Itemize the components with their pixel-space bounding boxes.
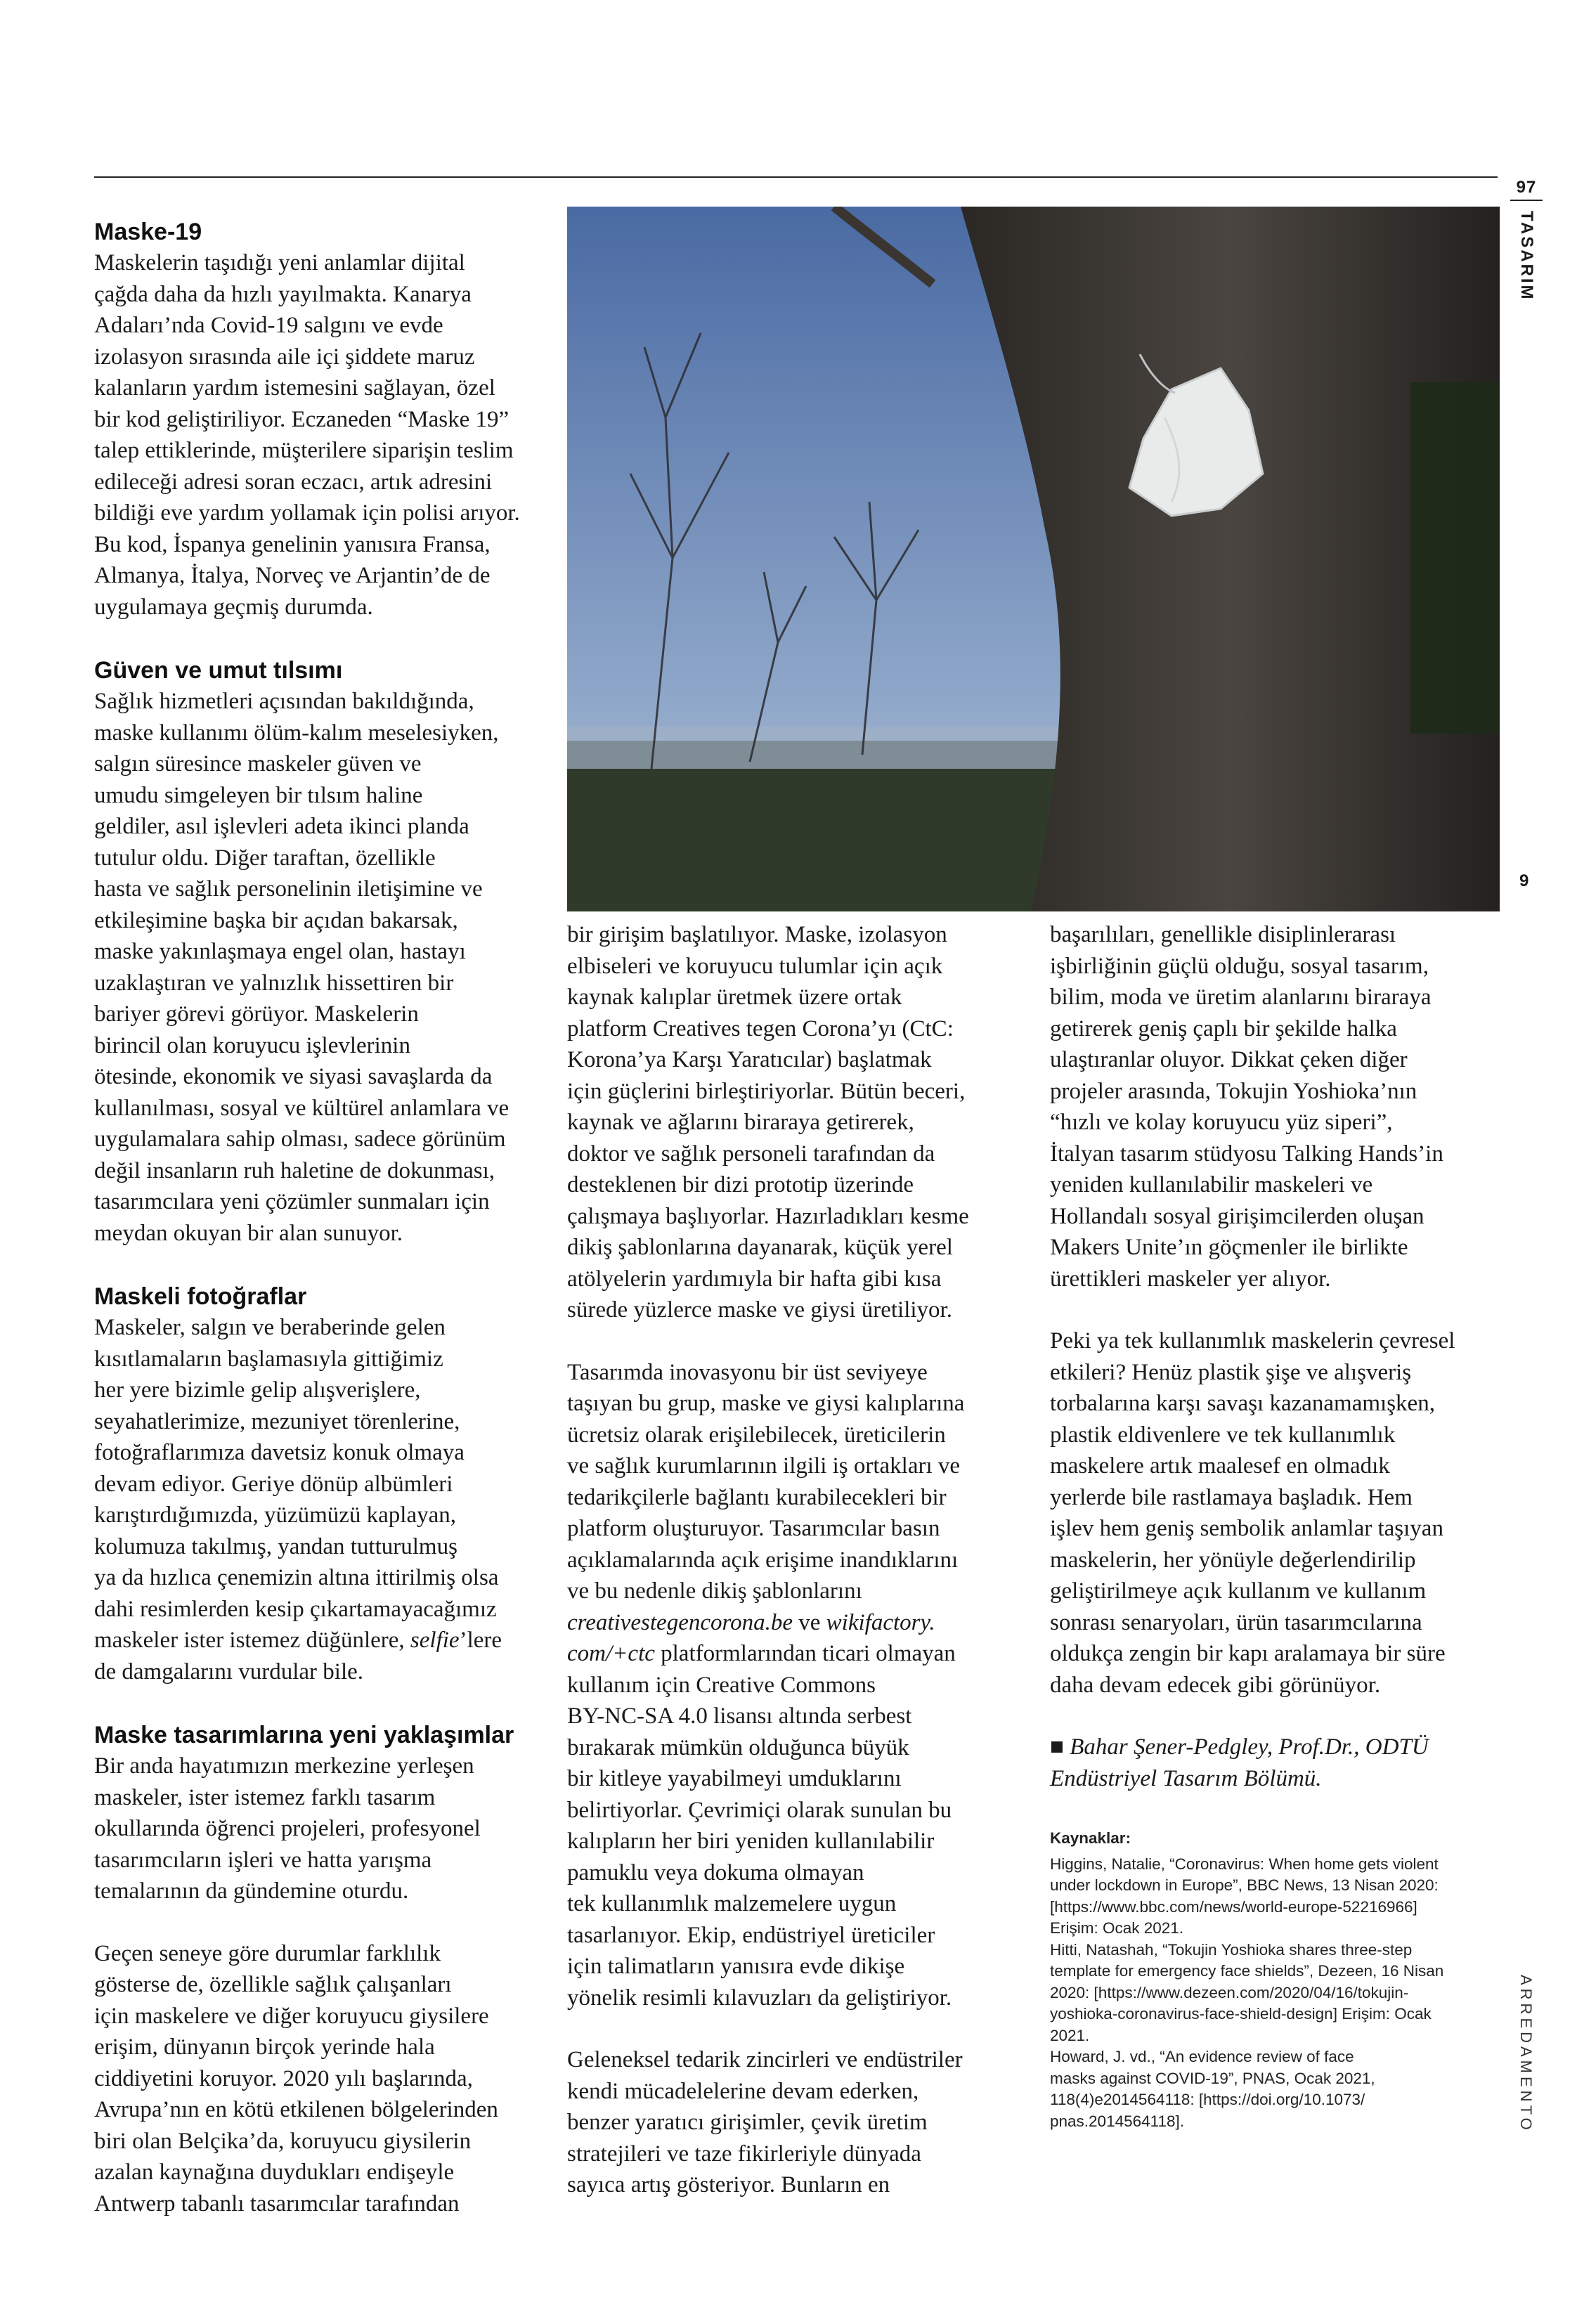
- text-line: temalarının da gündemine oturdu.: [94, 1878, 409, 1904]
- text-line: etkileri? Henüz plastik şişe ve alışveriş: [1050, 1359, 1412, 1385]
- text-line: uygulamaya geçmiş durumda.: [94, 594, 373, 620]
- text-line: için maskelere ve diğer koruyucu giysilere: [94, 2003, 489, 2029]
- author-credit: [1050, 1732, 1500, 1794]
- text-line: tasarımcıların işleri ve hatta yarışma: [94, 1847, 432, 1873]
- text-line: platform Creatives tegen Corona’yı (CtC:: [567, 1015, 954, 1041]
- text-line: bir kitleye yayabilmeyi umduklarını: [567, 1766, 902, 1791]
- text-line: edileceği adresi soran eczacı, artık adresini: [94, 469, 493, 495]
- paragraph-gecen-sene: [94, 1938, 544, 2220]
- text-line: çağda daha da hızlı yayılmakta. Kanarya: [94, 281, 472, 307]
- paragraph-yeni-yaklasimlar: [94, 1751, 544, 1907]
- text-line: atölyelerin yardımıyla bir hafta gibi kısa: [567, 1266, 942, 1292]
- text-line: bilim, moda ve üretim alanlarını biraraya: [1050, 985, 1432, 1010]
- text-line: desteklenen bir dizi prototip üzerinde: [567, 1172, 914, 1197]
- text-line: Avrupa’nın en kötü etkilenen bölgelerinden: [94, 2097, 498, 2122]
- text-line: geliştirilmeye açık kullanım ve kullanım: [1050, 1578, 1427, 1604]
- text-line: uzaklaştıran ve yalnızlık hissettiren bir: [94, 970, 454, 996]
- text-line: dahi resimlerden kesip çıkartamayacağımız: [94, 1596, 497, 1622]
- section-title-yeni-yaklasimlar: Maske tasarımlarına yeni yaklaşımlar: [94, 1722, 514, 1748]
- author-affiliation: Endüstriyel Tasarım Bölümü.: [1050, 1765, 1322, 1791]
- text-line: salgın süresince maskeler güven ve: [94, 751, 422, 777]
- reference-line: template for emergency face shields”, Dezeen, 16 Nisan: [1050, 1962, 1444, 1980]
- selfie-italic: selfie: [410, 1628, 460, 1653]
- text-line: başarılıları, genellikle disiplinlerarası: [1050, 922, 1396, 947]
- text-line: değil insanların ruh haletine de dokunması,: [94, 1157, 495, 1183]
- text-line: Peki ya tek kullanımlık maskelerin çevresel: [1050, 1328, 1455, 1353]
- text-line: işbirliğinin güçlü olduğu, sosyal tasarım,: [1050, 953, 1429, 979]
- text-line: ücretsiz olarak erişilebilecek, üreticilerin: [567, 1422, 946, 1448]
- text-line: ürettikleri maskeler yer alıyor.: [1050, 1266, 1331, 1292]
- text-line: pamuklu veya dokuma olmayan: [567, 1859, 864, 1885]
- text-line: oldukça zengin bir kapı aralamaya bir süre: [1050, 1641, 1446, 1666]
- text-line: maske kullanımı ölüm-kalım meselesiyken,: [94, 720, 499, 746]
- text-line: Makers Unite’ın göçmenler ile birlikte: [1050, 1235, 1408, 1260]
- text-line: tasarımcılara yeni çözümler sunmaları için: [94, 1189, 490, 1214]
- text-line: maskeler, ister istemez farklı tasarım: [94, 1784, 436, 1810]
- text-line: Maskelerin taşıdığı yeni anlamlar dijital: [94, 250, 465, 275]
- text-line: ya da hızlıca çenemizin altına ittirilmiş olsa: [94, 1565, 499, 1590]
- text-line: kolumuza takılmış, yandan tutturulmuş: [94, 1533, 457, 1559]
- reference-line: Howard, J. vd., “An evidence review of face: [1050, 2048, 1354, 2065]
- photo-illustration: [567, 207, 1500, 911]
- text-line: Almanya, İtalya, Norveç ve Arjantin’de de: [94, 563, 491, 588]
- text-span: platformlarından ticari olmayan: [654, 1641, 956, 1666]
- text-line: ve sağlık kurumlarının ilgili iş ortakları ve: [567, 1453, 961, 1479]
- text-line: benzer yaratıcı girişimler, çevik üretim: [567, 2110, 928, 2135]
- text-line: Korona’ya Karşı Yaratıcılar) başlatmak: [567, 1047, 932, 1072]
- text-line: taşıyan bu grup, maske ve giysi kalıplarına: [567, 1391, 965, 1416]
- text-line: doktor ve sağlık personeli tarafından da: [567, 1141, 935, 1167]
- text-line: sonrası senaryoları, ürün tasarımcılarına: [1050, 1609, 1422, 1635]
- text-line: için talimatların yanısıra evde dikişe: [567, 1954, 905, 1979]
- text-line: sürede yüzlerce maske ve giysi üretiliyor.: [567, 1297, 952, 1323]
- text-line: tek kullanımlık malzemelere uygun: [567, 1891, 897, 1916]
- references-title: Kaynaklar:: [1050, 1829, 1131, 1847]
- text-line: plastik eldivenlere ve tek kullanımlık: [1050, 1422, 1396, 1448]
- text-span: ’lere: [459, 1628, 502, 1653]
- paragraph-guven-ve-umut: [94, 686, 544, 1249]
- section-title-maskeli-fotograflar: Maskeli fotoğraflar: [94, 1283, 307, 1310]
- text-line: açıklamalarında açık erişime inandıklarını: [567, 1547, 959, 1573]
- text-line: dikiş şablonlarına dayanarak, küçük yerel: [567, 1235, 953, 1260]
- text-line: azalan kaynağına duydukları endişeyle: [94, 2160, 455, 2185]
- text-line: maskelerin, her yönüyle değerlendirilip: [1050, 1547, 1416, 1573]
- text-line: maske yakınlaşmaya engel olan, hastayı: [94, 939, 466, 964]
- text-line: Geleneksel tedarik zincirleri ve endüstriler: [567, 2047, 963, 2072]
- text-line: seyahatlerimize, mezuniyet törenlerine,: [94, 1408, 460, 1434]
- paragraph-maskeli-fotograflar: [94, 1312, 544, 1687]
- text-line: etkileşimine başka bir açıdan bakarsak,: [94, 907, 458, 933]
- section-title-maske-19: Maske-19: [94, 219, 202, 245]
- text-line: kullanım için Creative Commons: [567, 1672, 876, 1698]
- top-rule: [94, 176, 1498, 178]
- text-line: ve bu nedenle dikiş şablonlarını: [567, 1578, 862, 1604]
- text-line: [94, 1625, 544, 1656]
- text-line: tedarikçilerle bağlantı kurabilecekleri bir: [567, 1484, 947, 1510]
- link-wikifactory[interactable]: wikifactory.: [826, 1609, 935, 1635]
- text-line: Bir anda hayatımızın merkezine yerleşen: [94, 1753, 474, 1779]
- column-2: [567, 919, 1017, 2201]
- reference-line: under lockdown in Europe”, BBC News, 13 Nisan 2020:: [1050, 1876, 1439, 1894]
- text-line: platform oluşturuyor. Tasarımcılar basın: [567, 1516, 940, 1541]
- column-1: [94, 216, 544, 2219]
- text-line: elbiseleri ve koruyucu tulumlar için açık: [567, 953, 943, 979]
- text-line: Antwerp tabanlı tasarımcılar tarafından: [94, 2190, 460, 2216]
- paragraph-basarililari: [1050, 919, 1500, 1294]
- text-line: bir kod geliştiriliyor. Eczaneden “Maske 19”: [94, 406, 510, 432]
- text-line: kullanılması, sosyal ve kültürel anlamlara ve: [94, 1095, 510, 1121]
- text-line: İtalyan tasarım stüdyosu Talking Hands’in: [1050, 1141, 1443, 1167]
- text-line: erişim, dünyanın birçok yerinde hala: [94, 2034, 435, 2060]
- text-line: karıştırdığımızda, yüzümüzü kaplayan,: [94, 1502, 457, 1528]
- reference-link[interactable]: yoshioka-coronavirus-face-shield-design] Erişim: Ocak: [1050, 2005, 1432, 2023]
- reference-link[interactable]: 118(4)e2014564118: [https://doi.org/10.1073/: [1050, 2091, 1365, 2108]
- text-line: kısıtlamaların başlamasıyla gittiğimiz: [94, 1346, 443, 1372]
- text-span: ve: [793, 1609, 826, 1635]
- paragraph-ctc: [567, 919, 1017, 1326]
- text-line: için güçlerini birleştiriyorlar. Bütün beceri,: [567, 1078, 966, 1104]
- text-line: Sağlık hizmetleri açısından bakıldığında,: [94, 689, 474, 714]
- text-line: maskelere artık maalesef en olmadık: [1050, 1453, 1390, 1479]
- text-line: işlev hem geniş sembolik anlamlar taşıyan: [1050, 1516, 1443, 1541]
- paragraph-cevresel-etki: [1050, 1325, 1500, 1701]
- text-line: bariyer görevi görüyor. Maskelerin: [94, 1001, 419, 1027]
- reference-line: Erişim: Ocak 2021.: [1050, 1919, 1184, 1937]
- reference-line: Hitti, Natashah, “Tokujin Yoshioka shares three-step: [1050, 1940, 1413, 1959]
- text-line: projeler arasında, Tokujin Yoshioka’nın: [1050, 1078, 1417, 1104]
- text-line: kaynak ve ağlarını biraraya getirerek,: [567, 1110, 914, 1135]
- references: [1050, 1828, 1500, 2132]
- text-line: belirtiyorlar. Çevrimiçi olarak sunulan bu: [567, 1797, 952, 1823]
- text-line: Bu kod, İspanya genelinin yanısıra Fransa,: [94, 531, 491, 557]
- reference-link[interactable]: 2020: [https://www.dezeen.com/2020/04/16/tokujin-: [1050, 1983, 1409, 2001]
- text-line: getirerek geniş çaplı bir şekilde halka: [1050, 1015, 1397, 1041]
- text-line: fotoğraflarımıza davetsiz konuk olmaya: [94, 1440, 465, 1465]
- paragraph-inovasyon: [567, 1357, 1017, 2014]
- text-line: Hollandalı sosyal girişimcilerden oluşan: [1050, 1203, 1425, 1229]
- text-line: sayıca artış gösteriyor. Bunların en: [567, 2172, 890, 2198]
- text-line: kalıpların her biri yeniden kullanılabilir: [567, 1829, 935, 1854]
- reference-line: masks against COVID-19”, PNAS, Ocak 2021,: [1050, 2069, 1375, 2087]
- text-line: “hızlı ve kolay koruyucu yüz siperi”,: [1050, 1110, 1393, 1135]
- reference-link[interactable]: pnas.2014564118].: [1050, 2112, 1185, 2130]
- text-line: uygulamalara sahip olması, sadece görünüm: [94, 1127, 506, 1152]
- text-line: yeniden kullanılabilir maskeleri ve: [1050, 1172, 1373, 1197]
- text-line: Tasarımda inovasyonu bir üst seviyeye: [567, 1359, 928, 1385]
- section-label: TASARIM: [1517, 211, 1536, 301]
- text-line: daha devam edecek gibi görünüyor.: [1050, 1672, 1381, 1698]
- text-line: ciddiyetini koruyor. 2020 yılı başlarında,: [94, 2065, 473, 2091]
- paragraph-maske-19: [94, 247, 544, 623]
- reference-line: 2021.: [1050, 2026, 1090, 2044]
- text-line: çalışmaya başlıyorlar. Hazırladıkları kesme: [567, 1203, 969, 1229]
- text-line: meydan okuyan bir alan sunuyor.: [94, 1220, 403, 1246]
- brand-label: ARREDAMENTO: [1517, 1975, 1535, 2134]
- text-line: bırakarak mümkün olduğunca büyük: [567, 1734, 909, 1760]
- text-line: gösterse de, özellikle sağlık çalışanları: [94, 1972, 452, 1997]
- text-line: her yere bizimle gelip alışverişlere,: [94, 1377, 421, 1403]
- section-title-guven-ve-umut: Güven ve umut tılsımı: [94, 657, 343, 684]
- paragraph-geleneksel: [567, 2044, 1017, 2201]
- text-span: maskeler ister istemez düğünlere,: [94, 1628, 410, 1653]
- text-line: biri olan Belçika’da, koruyucu giysilerin: [94, 2128, 472, 2154]
- reference-link[interactable]: [https://www.bbc.com/news/world-europe-52216966]: [1050, 1897, 1417, 1916]
- text-line: hasta ve sağlık personelinin iletişimine ve: [94, 876, 483, 902]
- text-line: yerlerde bile rastlamaya başladık. Hem: [1050, 1484, 1413, 1510]
- text-line: bir girişim başlatılıyor. Maske, izolasyon: [567, 922, 947, 947]
- link-wikifactory-ctc[interactable]: com/+ctc: [567, 1641, 655, 1666]
- text-line: kaynak kalıplar üretmek üzere ortak: [567, 985, 902, 1010]
- link-creativestegencorona[interactable]: creativestegencorona.be: [567, 1609, 793, 1635]
- text-line: Maskeler, salgın ve beraberinde gelen: [94, 1315, 446, 1340]
- side-number: 9: [1519, 871, 1529, 890]
- text-line: Geçen seneye göre durumlar farklılık: [94, 1940, 441, 1966]
- text-line: bildiği eve yardım yollamak için polisi arıyor.: [94, 500, 520, 526]
- text-line: kendi mücadelelerine devam ederken,: [567, 2078, 919, 2104]
- text-line: de damgalarını vurdular bile.: [94, 1658, 364, 1684]
- reference-line: Higgins, Natalie, “Coronavirus: When home gets violent: [1050, 1855, 1439, 1873]
- text-line: Adaları’nda Covid-19 salgını ve evde: [94, 313, 443, 338]
- text-line: geldiler, asıl işlevleri adeta ikinci planda: [94, 814, 469, 839]
- text-line: ulaştıranlar oluyor. Dikkat çeken diğer: [1050, 1047, 1408, 1072]
- text-line: kalanların yardım istemesini sağlayan, özel: [94, 375, 495, 401]
- text-line: tutulur oldu. Diğer taraftan, özellikle: [94, 845, 436, 871]
- text-line: stratejileri ve taze fikirleriyle dünyada: [567, 2141, 921, 2167]
- text-line: tasarlanıyor. Ekip, endüstriyel üreticiler: [567, 1922, 935, 1948]
- square-bullet-icon: ■: [1050, 1734, 1064, 1760]
- text-line: yönelik resimli kılavuzları da geliştiriyor.: [567, 1985, 952, 2011]
- author-name: Bahar Şener-Pedgley, Prof.Dr., ODTÜ: [1070, 1734, 1429, 1760]
- column-3: [1050, 919, 1500, 2132]
- text-line: ötesinde, ekonomik ve siyasi savaşlarda da: [94, 1064, 493, 1089]
- text-line: okullarında öğrenci projeleri, profesyonel: [94, 1816, 481, 1841]
- text-line: [567, 1607, 1017, 1639]
- text-line: [1050, 1732, 1500, 1763]
- text-line: devam ediyor. Geriye dönüp albümleri: [94, 1471, 453, 1497]
- text-line: BY-NC-SA 4.0 lisansı altında serbest: [567, 1703, 912, 1729]
- page-number: 97: [1510, 176, 1543, 201]
- text-line: umudu simgeleyen bir tılsım haline: [94, 782, 423, 808]
- text-line: talep ettiklerinde, müşterilere siparişin teslim: [94, 438, 514, 463]
- text-line: [567, 1638, 1017, 1670]
- text-line: torbalarına karşı savaşı kazanamamışken,: [1050, 1391, 1435, 1416]
- text-line: izolasyon sırasında aile içi şiddete maruz: [94, 344, 475, 370]
- text-line: birincil olan koruyucu işlevlerinin: [94, 1032, 410, 1058]
- tree-mask-photo: [567, 207, 1500, 911]
